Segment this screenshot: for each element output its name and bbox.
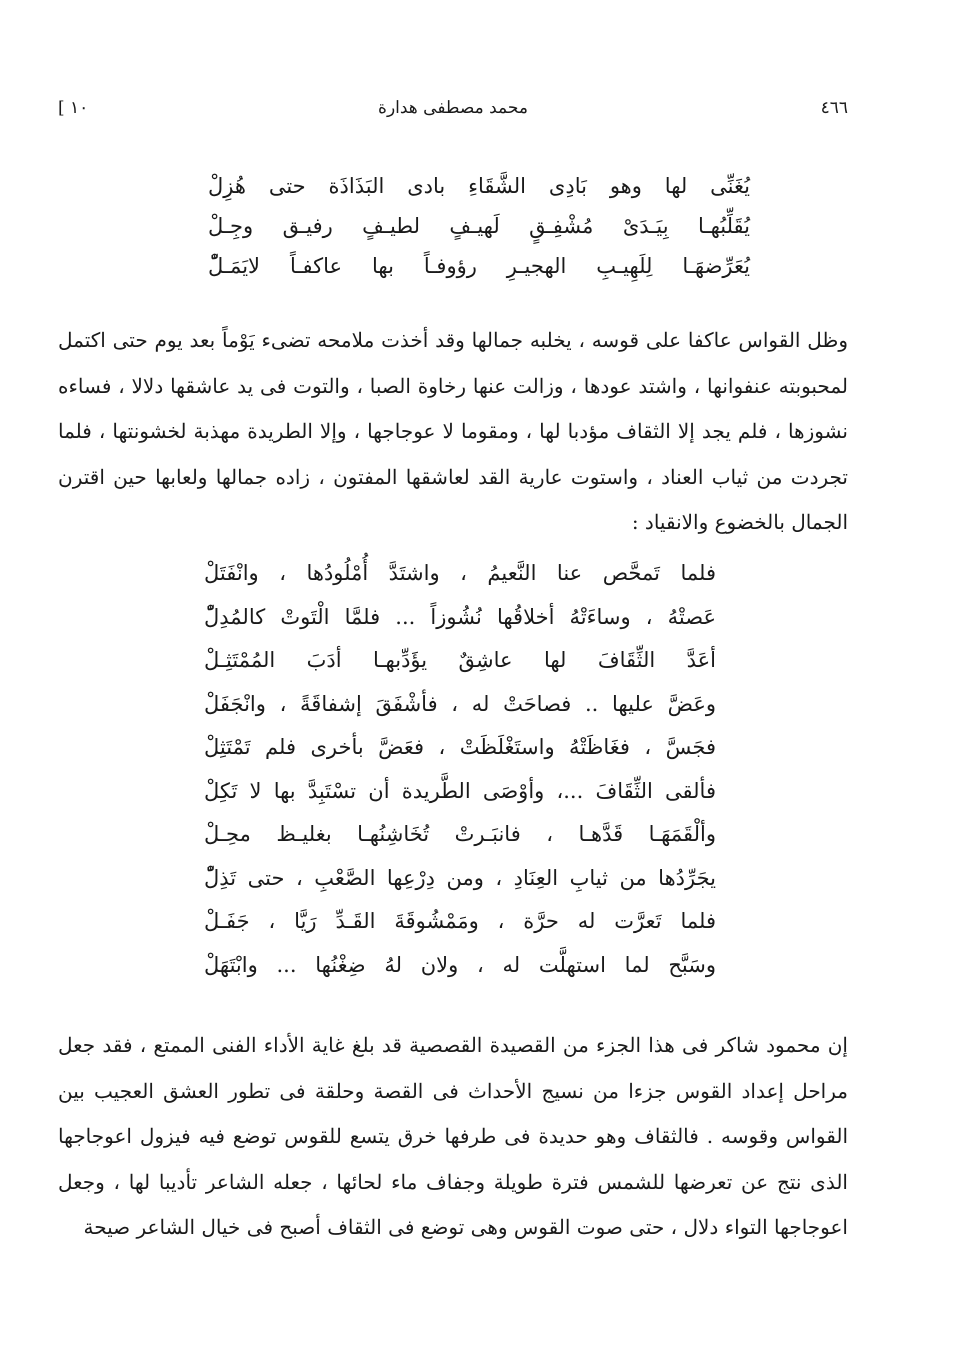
- verse-line: فجَسَّ ، فغَاظَتْهُ واستَغْلَظَتْ ، فعَضَّ بأخرى فلم تَمْتَثِلْ: [204, 735, 716, 759]
- section-reference: [ ١٠: [58, 98, 89, 118]
- verse-block-1: [208, 166, 750, 286]
- paragraph-text: إن محمود شاكر فى هذا الجزء من القصيدة القصصية قد بلغ غاية الأداء الفنى الممتع ، فقد جعل مراحل إعداد القوس جزءا من نسيج الأحداث فى القصة وحلقة فى تطور العشق العجيب بين القواس وقوسه . فالثقاف وهو حديدة فى طرفها خرق يتسع للقوس توضع فيه فيزول اعوجاجها الذى نتج عن تعرضها للشمس فترة طويلة وجفاف ماء لحائها ، جعله الشاعر تأديبا لها ، وجعل اعوجاجها التواء دلال ، حتى صوت القوس وهى توضع فى الثقاف أصبح فى خيال الشاعر صيحة: [58, 1033, 848, 1239]
- verse-line: أعَدَّ الثِّقَافَ لها عاشِقٌ يؤَدِّبهـا أدَبَ المُمْتَثِـلْ: [204, 648, 716, 672]
- verse-line: وعَضَّ عليها .. فصاحَتْ له ، فأشْفَقَ إشفاقَةً ، وانْجَفَلْ: [204, 691, 716, 716]
- verse-line: فلما تَعرَّت له حرَّة ، ومَمْشُوقَةَ القَـدِّ رَيَّا ، جَفَـلْ: [204, 909, 716, 933]
- running-header: [58, 98, 848, 128]
- verse-line: عَصتْهُ ، وساءَتْهُ أخلاقُها نُشُوزاً ... فلمَّا الْتَوتْ كالمُدِلّْ: [204, 604, 716, 629]
- verse-line: يُعَرِّضهَـا لِلَهِيـبِ الهجيـرِ رؤوفـاً بها عاكفـاً لايَمَـلّْ: [208, 254, 750, 278]
- prose-paragraph-1: [58, 318, 848, 546]
- verse-line: وألْقَمَهَـا قَدَّهـا ، فانبَـرتْ تُخَاشِنُهـا بغليـظ محِـلْ: [204, 822, 716, 846]
- running-header-author: محمد مصطفى هدارة: [378, 98, 528, 118]
- paragraph-text: وظل القواس عاكفا على قوسه ، يخلبه جمالها وقد أخذت ملامحه تضىء يَوْماً بعد يوم حتى اكتمل لمحبوبته عنفوانها ، واشتد عودها ، وزالت عنها رخاوة الصبا ، والتوت فى يد عاشقها دلالا ، فساءه نشوزها ، فلم يجد إلا الثقاف مؤدبا لها ، ومقوما لا عوجاجها ، وإلا الطريدة مهذبة لخشونتها ، فلما تجردت من ثياب العناد ، واستوت عارية القد لعاشقها المفتون ، زاده جمالها ولعابها حين اقترن الجمال بالخضوع والانقياد :: [58, 328, 848, 534]
- prose-paragraph-2: [58, 1023, 848, 1251]
- verse-line: يجَرِّدُها من ثيابِ العِنَادِ ، ومن دِرْعِها الصَّعْبِ ، حتى تَذِلّْ: [204, 865, 716, 890]
- verse-line: فلما تَمحَّص عنا النَّعيمُ ، واشتَدَّ أُمْلُودُها ، وانْفَتَلْ: [204, 561, 716, 585]
- page-number: ٤٦٦: [820, 98, 848, 118]
- verse-line: وسَبَّح لما استهلَّت له ، ولان لهُ ضِغْنُها ... وابْتَهَلْ: [204, 952, 716, 977]
- verse-line: يُقَلِّبُهـا بِيَـدَىْ مُشْفِـقٍ لَهيـفٍ لطيـفٍ رفيـق وجِـلْ: [208, 214, 750, 238]
- verse-block-2: [204, 552, 716, 987]
- verse-line: فألقى الثِّقَافَ ...، وأوْصَى الطَّريدة أن تسْتَبِدَّ بها لا تَكِلْ: [204, 778, 716, 803]
- verse-line: يُغَنِّى لها وهو بَادِى الشَّقَاءِ بادى البَذَاذَة حتى هُزِلْ: [208, 174, 750, 198]
